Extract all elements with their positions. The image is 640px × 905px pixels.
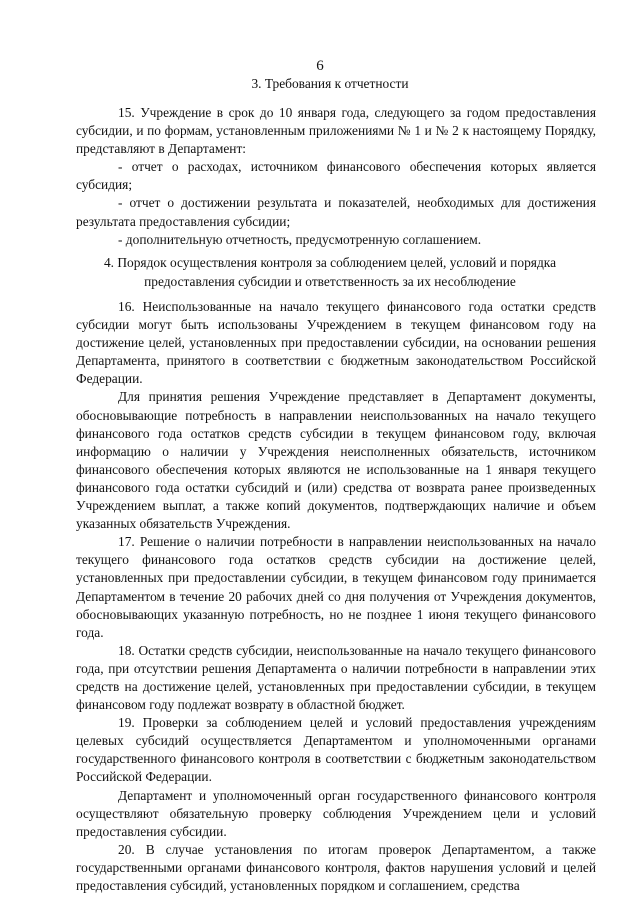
paragraph-16: 16. Неиспользованные на начало текущего финансового года остатки средств субсидии могут быть использованы Учреждением в текущем финансовом году на достижение целей, установленных при предоставлении субсидии, на основании решения Департамента, принятого в соответствии с бюджетным законодательством Российской Федерации. (76, 299, 596, 387)
page-number: 6 (316, 58, 324, 74)
paragraph-18: 18. Остатки средств субсидии, неиспользованные на начало текущего финансового года, при отсутствии решения Департамента о наличии потребности в направлении этих средств на достижение целей, установленных при предоставлении субсидии, в текущем финансовом году подлежат возврату в областной бюджет. (76, 642, 596, 713)
paragraph-15: 15. Учреждение в срок до 10 января года, следующего за годом предоставления субсидии, и по формам, установленным приложениями № 1 и № 2 к настоящему Порядку, представляют в Департамент: (76, 105, 596, 157)
section-4-title-line-2: предоставления субсидии и ответственность за их несоблюдение (144, 274, 516, 289)
section-4-title-line-1: 4. Порядок осуществления контроля за соблюдением целей, условий и порядка (103, 255, 557, 270)
section-3-body (76, 104, 596, 249)
list-item-expense-report: - отчет о расходах, источником финансового обеспечения которых является субсидия; (76, 159, 596, 193)
section-4-title (60, 253, 600, 291)
section-4-body (76, 298, 596, 895)
paragraph-decision-documents: Для принятия решения Учреждение представляет в Департамент документы, обосновывающие потребность в направлении неиспользованных на начало текущего финансового года остатков средств субсидии в текущем финансовом году, включая информацию о наличии у Учреждения неисполненных обязательств, источником финансового обеспечения которых являются не использованные на 1 января текущего финансового года остатки субсидий и (или) средства от возврата ранее произведенных Учреждением выплат, а также копий документов, подтверждающих наличие и объем указанных обязательств Учреждения. (76, 389, 596, 532)
paragraph-17: 17. Решение о наличии потребности в направлении неиспользованных на начало текущего финансового года остатков средств субсидии на достижение целей, установленных при предоставлении субсидии, в текущем финансовом году принимается Департаментом в течение 20 рабочих дней со дня получения от Учреждения документов, обосновывающих указанную потребность, но не позднее 1 июня текущего финансового года. (76, 534, 596, 640)
list-item-results-report: - отчет о достижении результата и показателей, необходимых для достижения результата предоставления субсидии; (76, 195, 596, 229)
paragraph-19: 19. Проверки за соблюдением целей и условий предоставления учреждениям целевых субсидий осуществляется Департаментом и уполномоченными органами государственного финансового контроля в соответствии с бюджетным законодательством Российской Федерации. (76, 715, 596, 785)
paragraph-20: 20. В случае установления по итогам проверок Департаментом, а также государственными органами финансового контроля, фактов нарушения условий и целей предоставления субсидий, установленных порядком и соглашением, средства (76, 841, 596, 893)
paragraph-control-check: Департамент и уполномоченный орган государственного финансового контроля осуществляют обязательную проверку соблюдения Учреждением цели и условий предоставления субсидии. (76, 787, 596, 839)
list-item-additional-report: - дополнительную отчетность, предусмотренную соглашением. (118, 231, 482, 247)
section-3-title: 3. Требования к отчетности (251, 76, 409, 91)
